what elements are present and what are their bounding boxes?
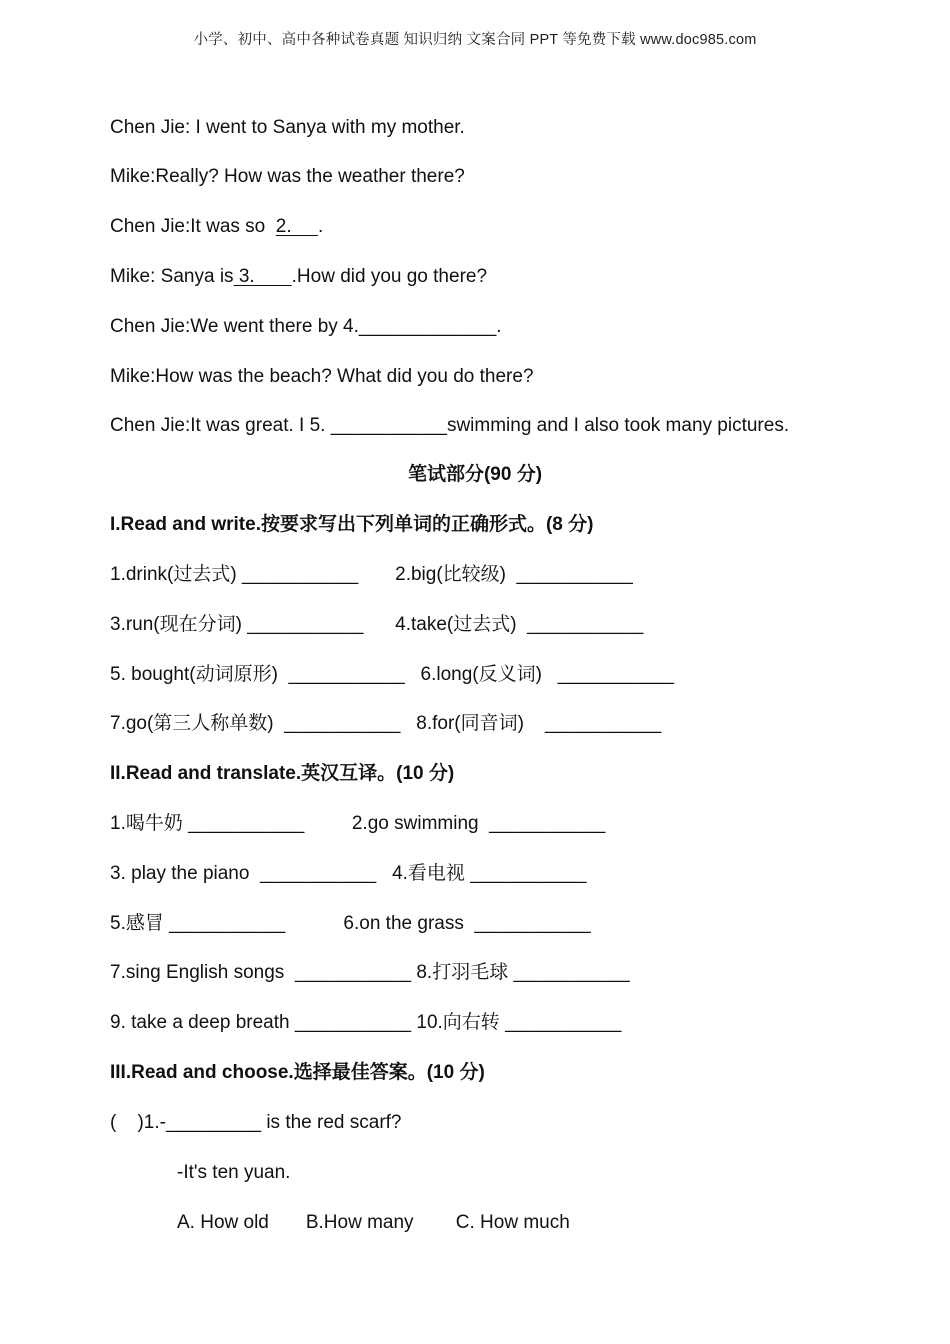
blank-3: 3. <box>233 266 292 287</box>
dialogue-line-4 <box>110 265 487 289</box>
section-2-row-1: 1.喝牛奶 ___________ 2.go swimming ___________ <box>110 813 606 834</box>
section-3-title: III.Read and choose.选择最佳答案。(10 分) <box>110 1062 485 1083</box>
section-1-title: I.Read and write.按要求写出下列单词的正确形式。(8 分) <box>110 514 594 535</box>
section-2-row-5: 9. take a deep breath ___________ 10.向右转 ___________ <box>110 1012 622 1033</box>
dialogue-line-2: Mike:Really? How was the weather there? <box>110 166 465 187</box>
dialogue-line-5: Chen Jie:We went there by 4._____________. <box>110 316 502 337</box>
question-1-options: A. How old B.How many C. How much <box>177 1212 570 1233</box>
dialogue-line-3 <box>110 215 323 239</box>
dialogue-line-3-pre: Chen Jie:It was so <box>110 216 276 237</box>
dialogue-line-4-pre: Mike: Sanya is <box>110 266 234 287</box>
dialogue-line-1: Chen Jie: I went to Sanya with my mother. <box>110 117 465 138</box>
section-1-row-3: 5. bought(动词原形) ___________ 6.long(反义词) ___________ <box>110 664 675 685</box>
section-1-row-4: 7.go(第三人称单数) ___________ 8.for(同音词) ___________ <box>110 713 662 734</box>
section-2-row-3: 5.感冒 ___________ 6.on the grass ___________ <box>110 913 591 934</box>
blank-2: 2. <box>275 216 319 237</box>
dialogue-line-6: Mike:How was the beach? What did you do there? <box>110 366 534 387</box>
question-1-answer: -It's ten yuan. <box>177 1162 291 1183</box>
dialogue-line-7: Chen Jie:It was great. I 5. ___________swimming and I also took many pictures. <box>110 415 790 436</box>
section-1-row-1: 1.drink(过去式) ___________ 2.big(比较级) ___________ <box>110 564 633 585</box>
section-2-row-4: 7.sing English songs ___________ 8.打羽毛球 ___________ <box>110 962 630 983</box>
section-2-row-2: 3. play the piano ___________ 4.看电视 ___________ <box>110 863 587 884</box>
dialogue-line-3-post: . <box>318 216 324 237</box>
page-header: 小学、初中、高中各种试卷真题 知识归纳 文案合同 PPT 等免费下载 www.doc985.com <box>193 32 757 48</box>
section-1-row-2: 3.run(现在分词) ___________ 4.take(过去式) ___________ <box>110 614 644 635</box>
section-2-title: II.Read and translate.英汉互译。(10 分) <box>110 763 455 784</box>
written-part-title: 笔试部分(90 分) <box>407 464 543 485</box>
dialogue-line-4-post: .How did you go there? <box>291 266 488 287</box>
question-1: ( )1.-_________ is the red scarf? <box>110 1112 402 1133</box>
